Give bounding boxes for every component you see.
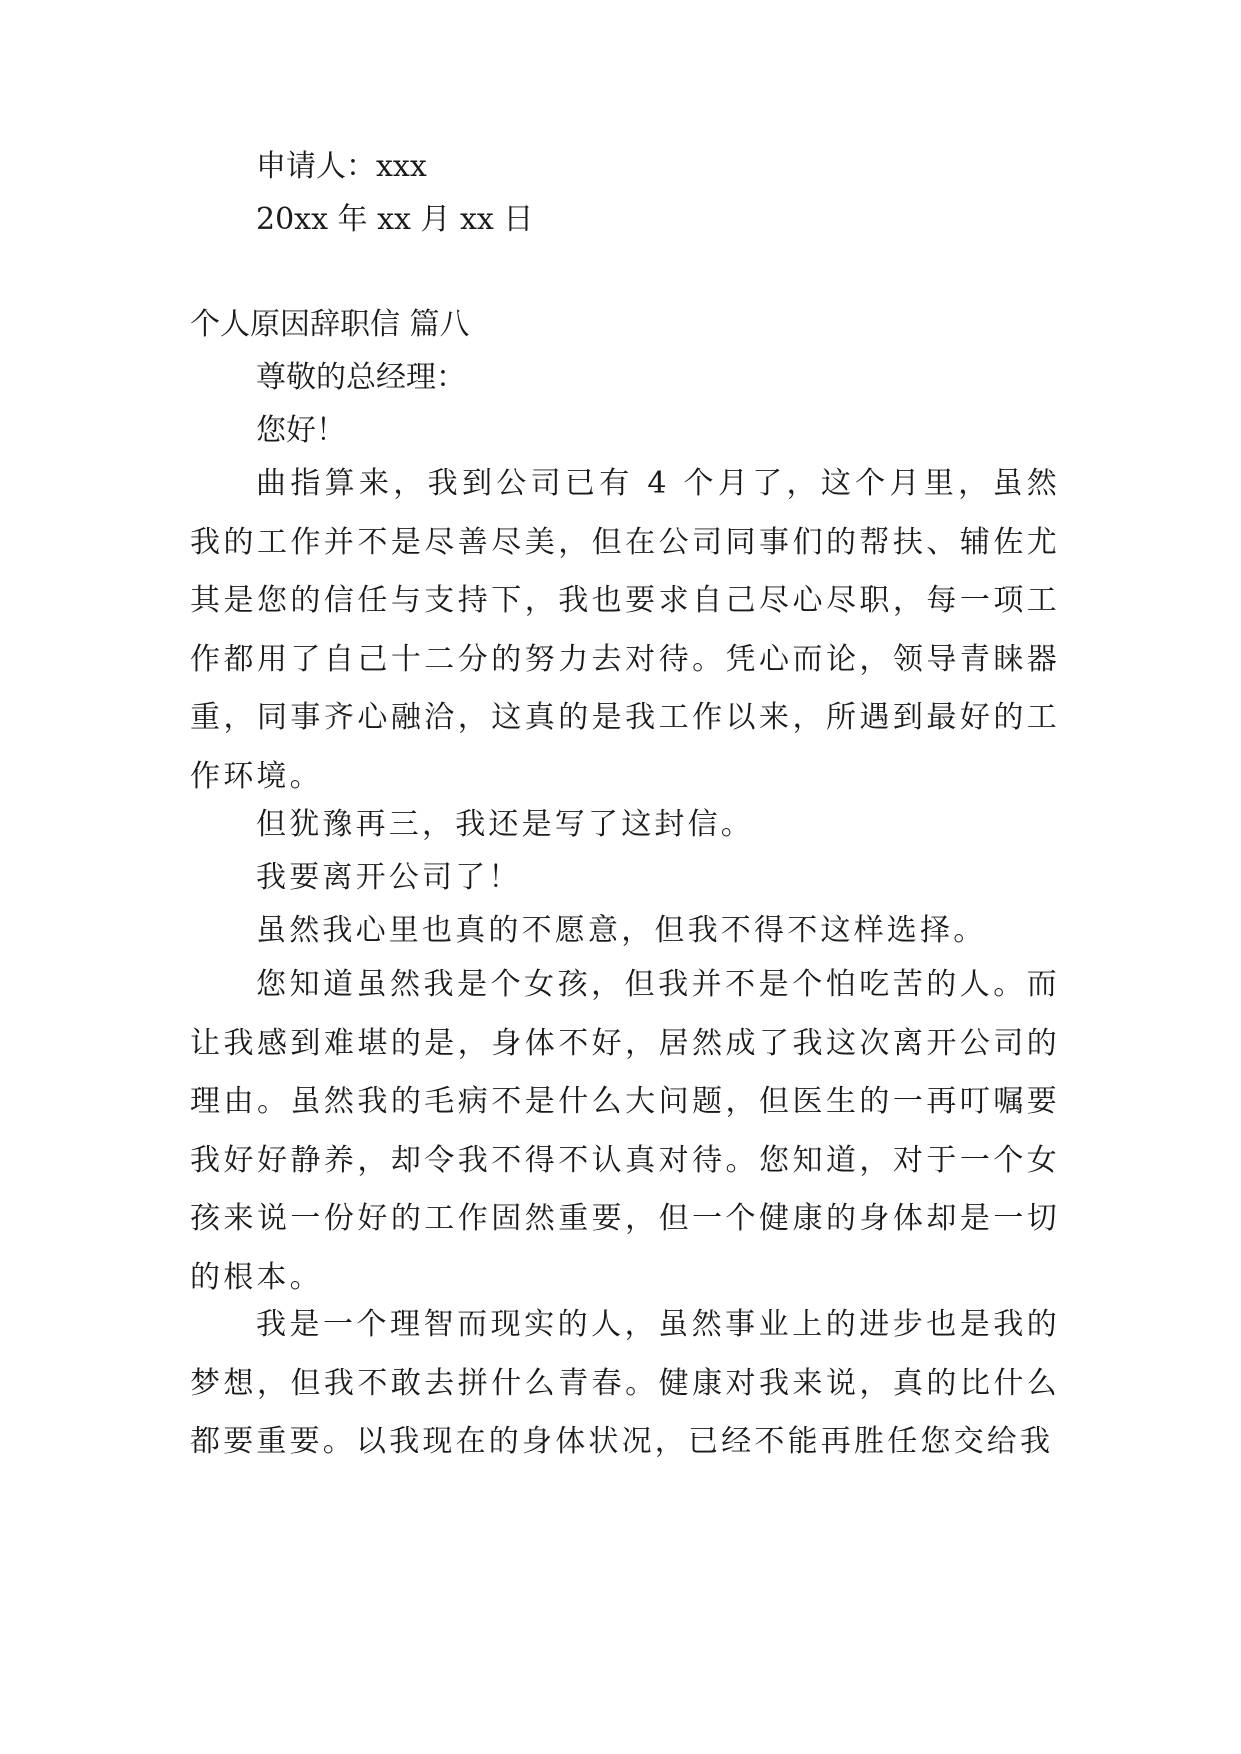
section-title: 个人原因辞职信 篇八 [190, 307, 470, 342]
paragraph-3: 我要离开公司了！ [256, 860, 522, 895]
greeting: 您好！ [256, 413, 346, 448]
salutation: 尊敬的总经理： [256, 360, 466, 395]
paragraph-1: 曲指算来，我到公司已有 4 个月了，这个月里，虽然我的工作并不是尽善尽美，但在公司同事们的帮扶、辅佐尤其是您的信任与支持下，我也要求自己尽心尽职，每一项工作都用了自己十二分的努力去对待。凭心而论，领导青睐器重，同事齐心融洽，这真的是我工作以来，所遇到最好的工作环境。 [190, 466, 1060, 794]
paragraph-4: 虽然我心里也真的不愿意，但我不得不这样选择。 [256, 913, 987, 948]
applicant-line: 申请人：xxx [256, 149, 427, 184]
paragraph-6: 我是一个理智而现实的人，虽然事业上的进步也是我的梦想，但我不敢去拼什么青春。健康对我来说，真的比什么都要重要。以我现在的身体状况，已经不能再胜任您交给我 [190, 1307, 1060, 1459]
date-line: 20xx 年 xx 月 xx 日 [256, 202, 534, 237]
paragraph-2: 但犹豫再三，我还是写了这封信。 [256, 807, 754, 842]
paragraph-5: 您知道虽然我是个女孩，但我并不是个怕吃苦的人。而让我感到难堪的是，身体不好，居然成了我这次离开公司的理由。虽然我的毛病不是什么大问题，但医生的一再叮嘱要我好好静养，却令我不得不认真对待。您知道，对于一个女孩来说一份好的工作固然重要，但一个健康的身体却是一切的根本。 [190, 967, 1060, 1295]
